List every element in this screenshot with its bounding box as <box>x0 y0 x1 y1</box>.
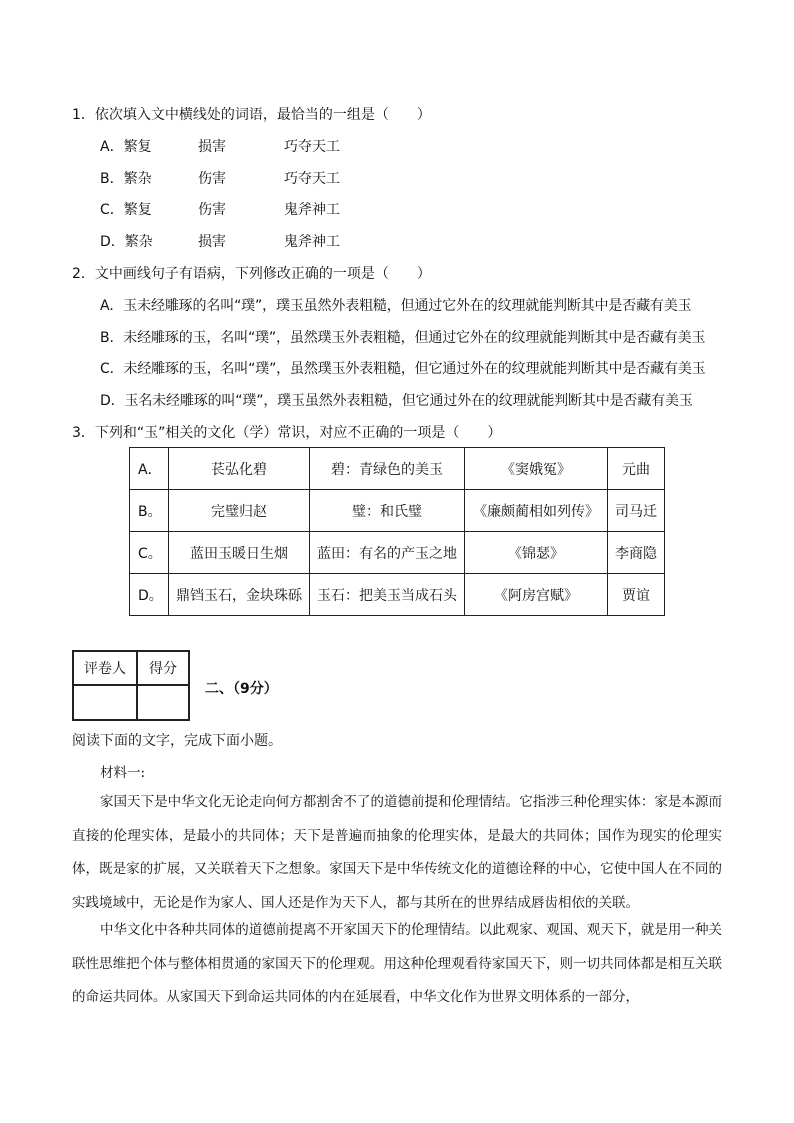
option-label: C．繁复 <box>100 202 152 218</box>
row-gloss: 璧：和氏璧 <box>310 490 465 532</box>
score-field[interactable] <box>137 685 189 720</box>
row-work: 《廉颇蔺相如列传》 <box>465 490 608 532</box>
row-label: C。 <box>130 532 169 574</box>
row-phrase: 蓝田玉暖日生烟 <box>169 532 310 574</box>
section-title: 二、（9分） <box>205 681 278 697</box>
row-phrase: 完璧归赵 <box>169 490 310 532</box>
row-gloss: 碧：青绿色的美玉 <box>310 448 465 490</box>
q1-stem: 1．依次填入文中横线处的词语，最恰当的一组是（ ） <box>72 107 431 123</box>
culture-table <box>129 447 665 616</box>
option-label: A．繁复 <box>100 139 152 155</box>
row-label: D。 <box>130 574 169 616</box>
row-label: A． <box>130 448 169 490</box>
option-word1: 伤害 <box>198 171 226 187</box>
reviewer-field[interactable] <box>73 685 137 720</box>
row-phrase: 苌弘化碧 <box>169 448 310 490</box>
row-author: 元曲 <box>608 448 665 490</box>
row-work: 《锦瑟》 <box>465 532 608 574</box>
option-word2: 巧夺天工 <box>284 139 340 155</box>
q3-stem: 3．下列和“玉”相关的文化（学）常识，对应不正确的一项是（ ） <box>72 425 502 441</box>
option-label: D．繁杂 <box>100 234 153 250</box>
row-author: 贾谊 <box>608 574 665 616</box>
option-word1: 损害 <box>198 234 226 250</box>
row-gloss: 蓝田：有名的产玉之地 <box>310 532 465 574</box>
reviewer-label: 评卷人 <box>73 651 137 685</box>
table-row <box>130 490 665 532</box>
option-word1: 损害 <box>198 139 226 155</box>
table-row <box>130 574 665 616</box>
q1-option-a <box>100 136 340 156</box>
q2-option-d: D．玉名未经雕琢的叫“璞”，璞玉虽然外表粗糙，但它通过外在的纹理就能判断其中是否藏有美玉 <box>100 393 693 409</box>
table-row <box>130 532 665 574</box>
option-label: B．繁杂 <box>100 171 152 187</box>
material-paragraph-1: 家国天下是中华文化无论走向何方都割舍不了的道德前提和伦理情结。它指涉三种伦理实体：家是本源而直接的伦理实体，是最小的共同体；天下是普遍而抽象的伦理实体，是最大的共同体；国作为现实的伦理实体，既是家的扩展，又关联着天下之想象。家国天下是中华传统文化的道德诠释的中心，它使中国人在不同的实践境域中，无论是作为家人、国人还是作为天下人，都与其所在的世界结成唇齿相依的关联。 <box>72 794 722 911</box>
q1-option-c <box>100 199 340 219</box>
q2-option-a: A．玉未经雕琢的名叫“璞”，璞玉虽然外表粗糙，但通过它外在的纹理就能判断其中是否藏有美玉 <box>100 298 692 314</box>
option-word2: 鬼斧神工 <box>284 202 340 218</box>
row-work: 《窦娥冤》 <box>465 448 608 490</box>
section-instruction: 阅读下面的文字，完成下面小题。 <box>72 733 282 749</box>
row-author: 司马迁 <box>608 490 665 532</box>
q2-option-c: C．未经雕琢的玉，名叫“璞”，虽然璞玉外表粗糙，但它通过外在的纹理就能判断其中是否藏有美玉 <box>100 361 706 377</box>
row-gloss: 玉石：把美玉当成石头 <box>310 574 465 616</box>
option-word2: 鬼斧神工 <box>284 234 340 250</box>
row-work: 《阿房宫赋》 <box>465 574 608 616</box>
q2-option-b: B．未经雕琢的玉，名叫“璞”，虽然璞玉外表粗糙，但通过它外在的纹理就能判断其中是否藏有美玉 <box>100 330 706 346</box>
score-box <box>72 650 190 721</box>
q1-option-d <box>100 231 340 251</box>
option-word2: 巧夺天工 <box>284 171 340 187</box>
q1-option-b <box>100 168 340 188</box>
option-word1: 伤害 <box>198 202 226 218</box>
row-author: 李商隐 <box>608 532 665 574</box>
table-row <box>130 448 665 490</box>
row-label: B。 <box>130 490 169 532</box>
score-label: 得分 <box>137 651 189 685</box>
row-phrase: 鼎铛玉石，金块珠砾 <box>169 574 310 616</box>
material-label: 材料一: <box>100 765 146 781</box>
material-paragraph-2: 中华文化中各种共同体的道德前提离不开家国天下的伦理情结。以此观家、观国、观天下，就是用一种关联性思维把个体与整体相贯通的家国天下的伦理观。用这种伦理观看待家国天下，则一切共同体都是相互关联的命运共同体。从家国天下到命运共同体的内在延展看，中华文化作为世界文明体系的一部分， <box>72 922 722 1005</box>
q2-stem: 2．文中画线句子有语病，下列修改正确的一项是（ ） <box>72 266 431 282</box>
